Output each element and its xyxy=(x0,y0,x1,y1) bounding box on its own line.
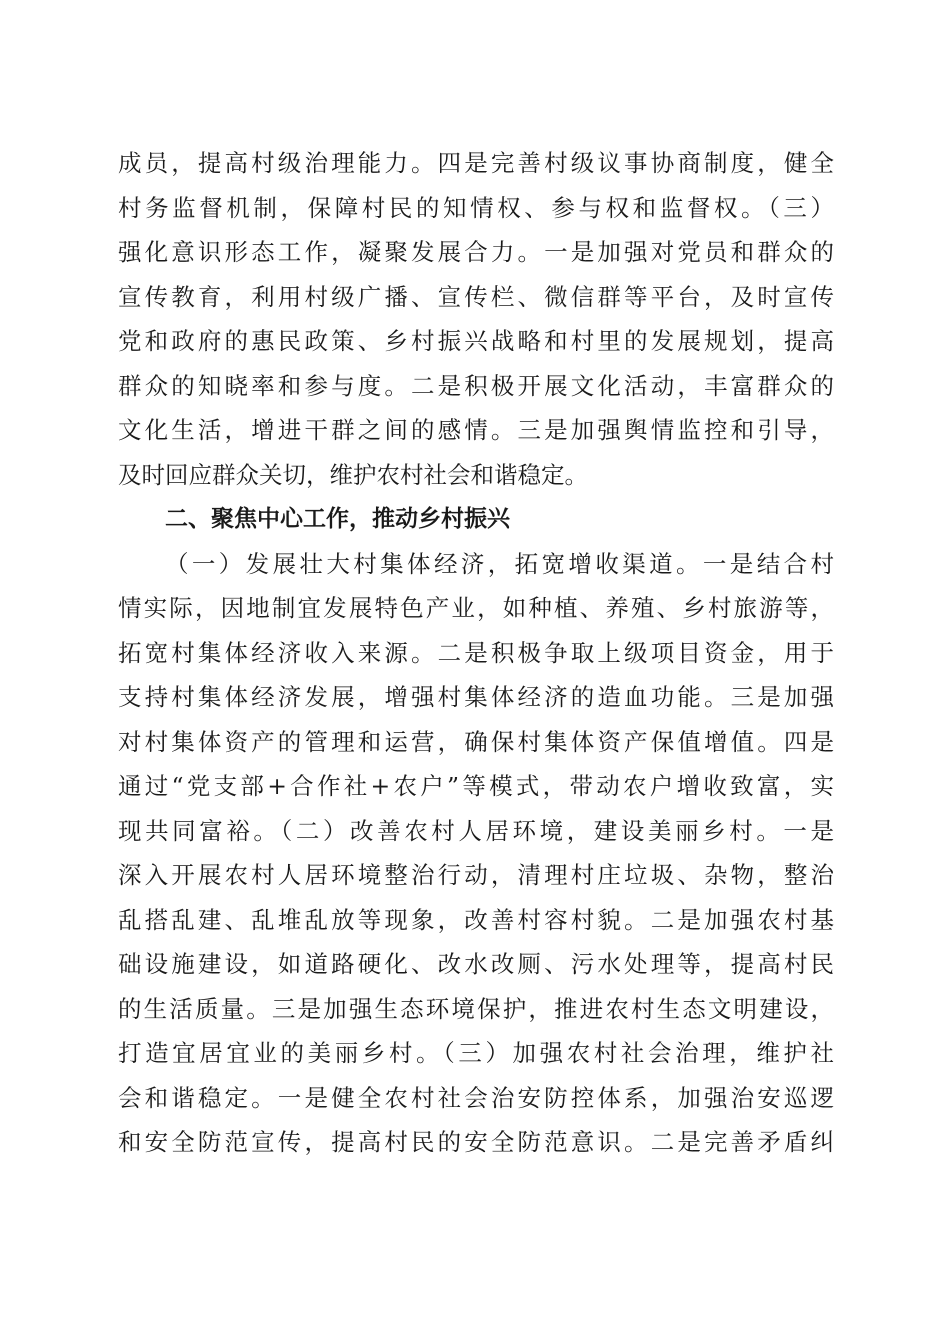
paragraph-1 xyxy=(118,141,834,497)
text-line: 及时回应群众关切，维护农村社会和谐稳定。 xyxy=(118,460,588,489)
text-line: 成员，提高村级治理能力。四是完善村级议事协商制度，健全 xyxy=(118,149,834,177)
document-body xyxy=(118,141,834,1165)
section-heading: 二、聚焦中心工作，推动乡村振兴 xyxy=(165,506,510,532)
text-line: 通过“党支部+合作社+农户”等模式，带动农户增收致富，实 xyxy=(118,772,834,800)
text-line: 现共同富裕。（二）改善农村人居环境，建设美丽乡村。一是 xyxy=(118,816,834,845)
text-line: 宣传教育，利用村级广播、宣传栏、微信群等平台，及时宣传 xyxy=(118,282,834,311)
text-line: 打造宜居宜业的美丽乡村。（三）加强农村社会治理，维护社 xyxy=(118,1039,834,1067)
text-line: 文化生活，增进干群之间的感情。三是加强舆情监控和引导， xyxy=(118,416,834,444)
paragraph-2 xyxy=(118,542,834,1165)
text-line: 拓宽村集体经济收入来源。二是积极争取上级项目资金，用于 xyxy=(118,638,834,667)
text-line: 情实际，因地制宜发展特色产业，如种植、养殖、乡村旅游等， xyxy=(118,594,834,622)
text-line: 乱搭乱建、乱堆乱放等现象，改善村容村貌。二是加强农村基 xyxy=(118,905,834,934)
text-line: 会和谐稳定。一是健全农村社会治安防控体系，加强治安巡逻 xyxy=(118,1083,834,1112)
text-line: 的生活质量。三是加强生态环境保护，推进农村生态文明建设， xyxy=(118,994,834,1023)
text-line: 村务监督机制，保障村民的知情权、参与权和监督权。（三） xyxy=(118,193,834,222)
text-line: （一）发展壮大村集体经济，拓宽增收渠道。一是结合村 xyxy=(165,549,834,578)
text-line: 深入开展农村人居环境整治行动，清理村庄垃圾、杂物，整治 xyxy=(118,861,834,889)
text-line: 对村集体资产的管理和运营，确保村集体资产保值增值。四是 xyxy=(118,727,834,756)
text-line: 支持村集体经济发展，增强村集体经济的造血功能。三是加强 xyxy=(118,683,834,711)
text-line: 础设施建设，如道路硬化、改水改厕、污水处理等，提高村民 xyxy=(118,950,834,978)
text-line: 群众的知晓率和参与度。二是积极开展文化活动，丰富群众的 xyxy=(118,371,834,400)
text-line: 党和政府的惠民政策、乡村振兴战略和村里的发展规划，提高 xyxy=(118,327,834,355)
text-line: 和安全防范宣传，提高村民的安全防范意识。二是完善矛盾纠 xyxy=(118,1128,834,1156)
text-line: 强化意识形态工作，凝聚发展合力。一是加强对党员和群众的 xyxy=(118,238,834,266)
